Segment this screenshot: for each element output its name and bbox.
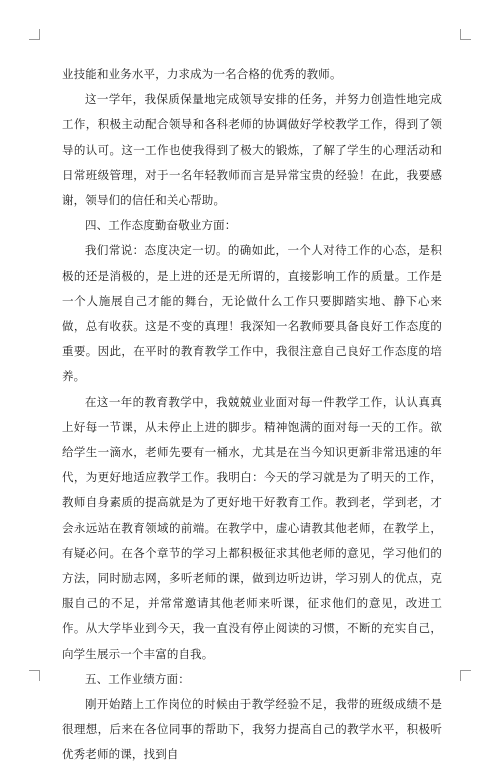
paragraph-performance: 刚开始踏上工作岗位的时候由于教学经验不足，我带的班级成绩不是很理想，后来在各位同事的帮助下，我努力提高自己的教学水平，积极听优秀老师的课，找到自 xyxy=(62,697,442,762)
document-body xyxy=(62,62,442,768)
page-corner-mark-top-left xyxy=(29,29,40,40)
page-corner-mark-bottom-right xyxy=(460,670,471,681)
paragraph-continuation: 业技能和业务水平，力求成为一名合格的优秀的教师。 xyxy=(62,67,342,81)
page-corner-mark-bottom-left xyxy=(29,670,40,681)
paragraph-year-summary: 这一学年，我保质保量地完成领导安排的任务，并努力创造性地完成工作，积极主动配合领导和各科老师的协调做好学校教学工作，得到了领导的认可。这一工作也使我得到了极大的锻炼，了解了学生的心理活动和日常班级管理，对于一名年轻教师而言是异常宝贵的经验！在此，我要感谢，领导们的信任和关心帮助。 xyxy=(62,92,442,208)
section-heading-work-performance: 五、工作业绩方面： xyxy=(85,671,190,686)
section-heading-work-attitude: 四、工作态度勤奋敬业方面： xyxy=(85,218,237,233)
paragraph-attitude: 我们常说：态度决定一切。的确如此，一个人对待工作的心态，是积极的还是消极的，是上进的还是无所谓的，直接影响工作的质量。工作是一个人施展自己才能的舞台，无论做什么工作只要脚踏实地、静下心来做，总有收获。这是不变的真理！我深知一名教师要具备良好工作态度的重要。因此，在平时的教育教学工作中，我很注意自己良好工作态度的培养。 xyxy=(62,243,442,384)
page-corner-mark-top-right xyxy=(460,29,471,40)
paragraph-teaching-practice: 在这一年的教育教学中，我兢兢业业面对每一件教学工作，认认真真上好每一节课，从未停止上进的脚步。精神饱满的面对每一天的工作。欲给学生一滴水，老师先要有一桶水，尤其是在当今知识更新非常迅速的年代，为更好地适应教学工作。我明白：今天的学习就是为了明天的工作，教师自身素质的提高就是为了更好地干好教育工作。教到老，学到老，才会永远站在教育领域的前端。在教学中，虚心请教其他老师，在教学上，有疑必问。在各个章节的学习上都积极征求其他老师的意见，学习他们的方法，同时励志网，多听老师的课，做到边听边讲，学习别人的优点，克服自己的不足，并常常邀请其他老师来听课，征求他们的意见，改进工作。从大学毕业到今天，我一直没有停止阅读的习惯，不断的充实自己，向学生展示一个丰富的自我。 xyxy=(62,394,442,661)
